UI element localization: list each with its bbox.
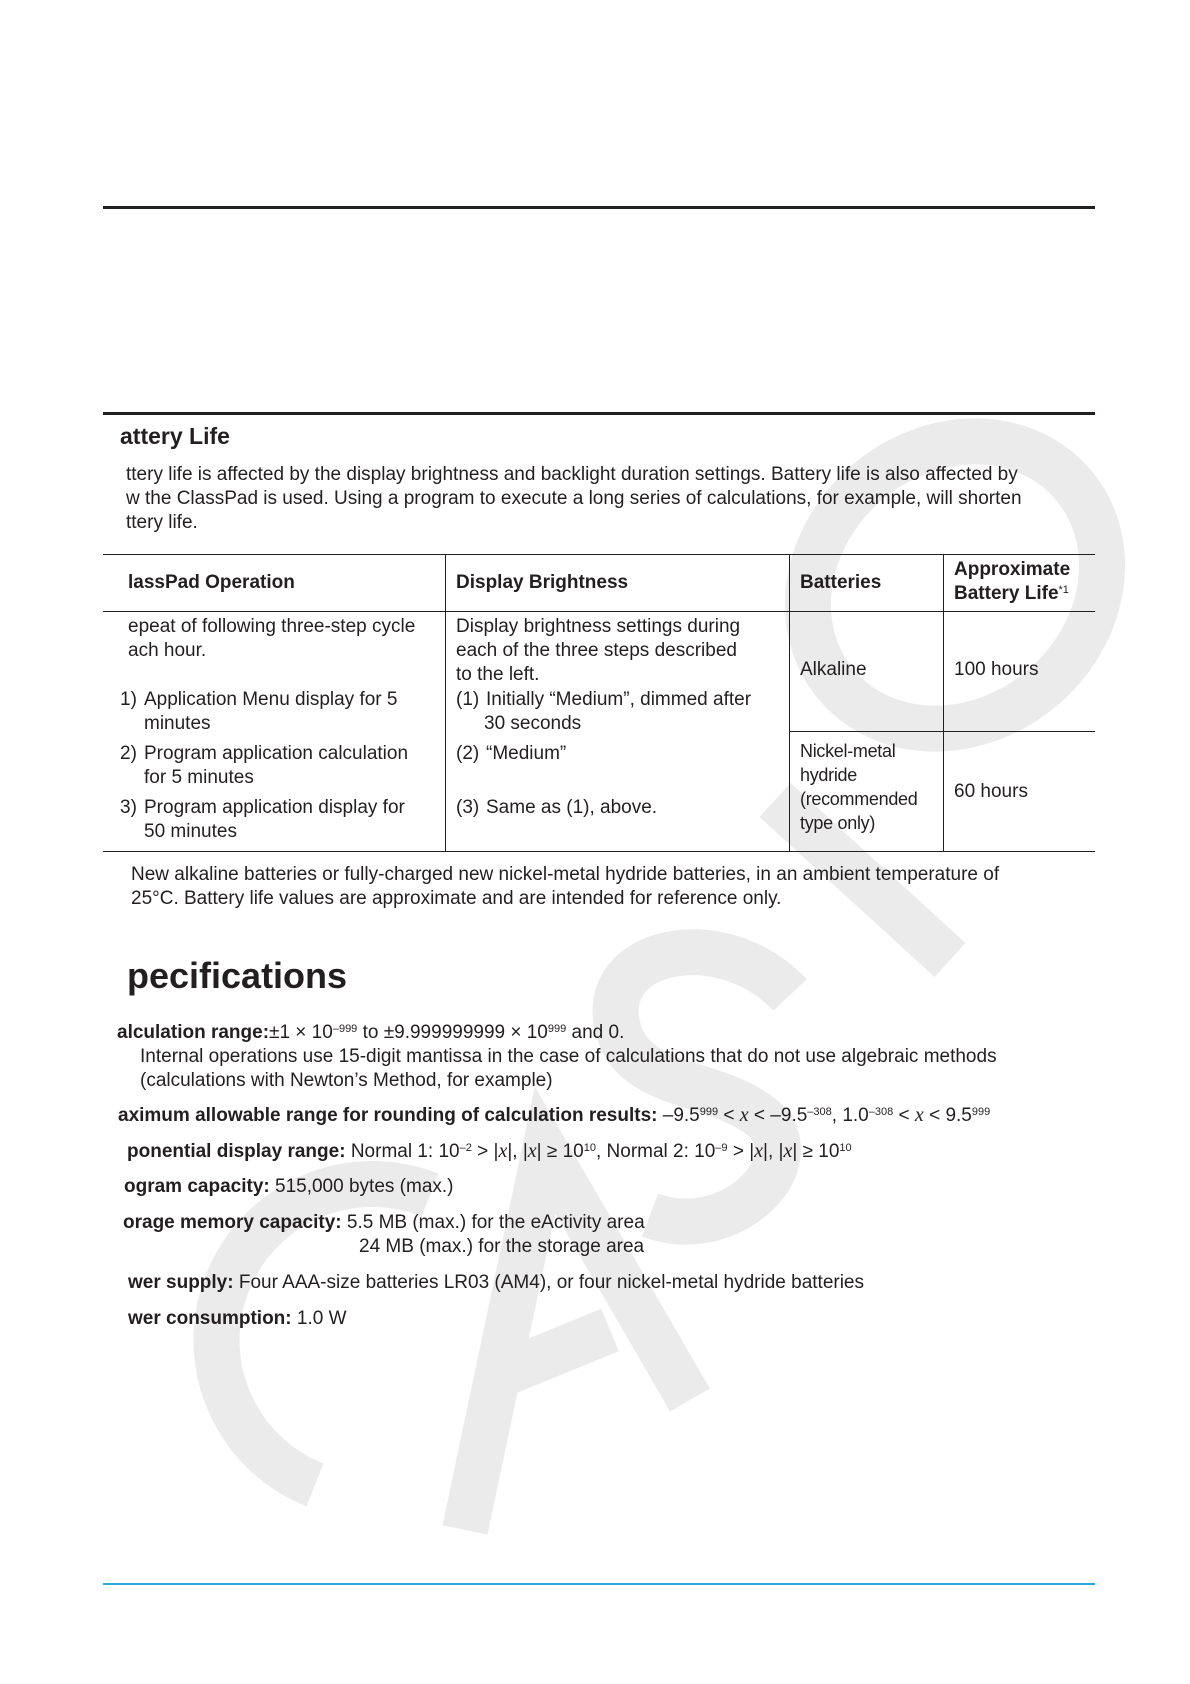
variable-x: x bbox=[754, 1140, 764, 1162]
intro-line: ttery life. bbox=[126, 512, 198, 533]
spec-power-consumption bbox=[128, 1307, 347, 1331]
spec-label: alculation range: bbox=[117, 1022, 270, 1043]
brightness-step bbox=[456, 796, 786, 820]
header-life-line: Approximate bbox=[954, 559, 1071, 580]
header-brightness: Display Brightness bbox=[456, 572, 629, 593]
spec-value: > | bbox=[471, 1141, 499, 1162]
spec-storage-line: 24 MB (max.) for the storage area bbox=[359, 1236, 645, 1257]
operation-description bbox=[128, 615, 440, 663]
exponent: 999 bbox=[971, 1106, 991, 1118]
exponent: –9 bbox=[715, 1142, 728, 1154]
step-text: minutes bbox=[144, 713, 211, 734]
spec-label: ogram capacity: bbox=[124, 1176, 270, 1197]
header-life-line bbox=[954, 582, 1070, 606]
exponent: –308 bbox=[868, 1106, 894, 1118]
step-text: Program application calculation bbox=[144, 743, 409, 764]
spec-label: orage memory capacity: bbox=[123, 1212, 342, 1233]
brightness-line: Display brightness settings during bbox=[456, 616, 741, 637]
brightness-step bbox=[456, 742, 786, 766]
intro-line: w the ClassPad is used. Using a program to execute a long series of calculations, for example, will shorten bbox=[126, 488, 1022, 509]
battery-type bbox=[800, 739, 940, 835]
step-text: Initially “Medium”, dimmed after bbox=[486, 689, 752, 710]
footer-rule bbox=[103, 1583, 1095, 1585]
operation-step bbox=[120, 742, 440, 790]
battery-intro bbox=[126, 463, 1086, 535]
top-rule bbox=[103, 206, 1095, 209]
spec-note-line: Internal operations use 15-digit mantissa in the case of calculations that do not use algebraic methods bbox=[140, 1046, 997, 1067]
step-text: Application Menu display for 5 bbox=[144, 689, 398, 710]
battery-type-line: type only) bbox=[800, 813, 876, 833]
spec-value: < bbox=[893, 1105, 915, 1126]
table-col-divider bbox=[445, 554, 446, 852]
step-number: 2) bbox=[120, 743, 137, 764]
spec-value: ±1 × 10 bbox=[269, 1022, 333, 1043]
brightness-step bbox=[456, 688, 786, 736]
step-text: “Medium” bbox=[486, 743, 567, 764]
spec-value: |, | bbox=[763, 1141, 784, 1162]
battery-type-line: Nickel-metal bbox=[800, 741, 896, 761]
exponent: 10 bbox=[583, 1142, 596, 1154]
spec-value: > | bbox=[727, 1141, 755, 1162]
spec-value: 515,000 bytes (max.) bbox=[269, 1176, 454, 1197]
table-col-divider bbox=[943, 554, 944, 852]
operation-line: ach hour. bbox=[128, 640, 207, 661]
step-number: 3) bbox=[120, 797, 137, 818]
variable-x: x bbox=[527, 1140, 537, 1162]
exponent: –308 bbox=[807, 1106, 832, 1118]
spec-power-supply bbox=[128, 1271, 864, 1295]
step-text: for 5 minutes bbox=[144, 767, 254, 788]
operation-line: epeat of following three-step cycle bbox=[128, 616, 416, 637]
battery-life-value: 60 hours bbox=[954, 781, 1028, 802]
step-text: Same as (1), above. bbox=[486, 797, 658, 818]
spec-value: , Normal 2: 10 bbox=[595, 1141, 716, 1162]
brightness-line: each of the three steps described bbox=[456, 640, 737, 661]
header-life-label: Battery Life bbox=[954, 583, 1059, 604]
brightness-description bbox=[456, 615, 786, 687]
variable-x: x bbox=[783, 1140, 793, 1162]
spec-value: Normal 1: 10 bbox=[345, 1141, 460, 1162]
spec-value: | ≥ 10 bbox=[536, 1141, 584, 1162]
step-text: 30 seconds bbox=[484, 713, 582, 734]
spec-value: 1.0 W bbox=[291, 1308, 347, 1329]
step-text: Program application display for bbox=[144, 797, 405, 818]
spec-label: aximum allowable range for rounding of calculation results: bbox=[118, 1105, 658, 1126]
spec-value: < bbox=[718, 1105, 740, 1126]
spec-rounding-range bbox=[118, 1103, 990, 1128]
spec-value: and 0. bbox=[566, 1022, 625, 1043]
variable-x: x bbox=[739, 1104, 749, 1126]
header-operation: lassPad Operation bbox=[128, 572, 295, 593]
table-footnote bbox=[131, 863, 1081, 911]
spec-value: 5.5 MB (max.) for the eActivity area bbox=[341, 1212, 645, 1233]
step-number: 1) bbox=[120, 689, 137, 710]
spec-value: –9.5 bbox=[657, 1105, 700, 1126]
exponent: –999 bbox=[332, 1023, 358, 1035]
spec-calculation-range bbox=[117, 1021, 624, 1045]
operation-step bbox=[120, 796, 440, 844]
header-life bbox=[954, 558, 1070, 606]
operation-step bbox=[120, 688, 440, 736]
step-number: (1) bbox=[456, 689, 480, 710]
spec-label: wer supply: bbox=[128, 1272, 234, 1293]
exponent: 999 bbox=[547, 1023, 567, 1035]
spec-storage-capacity bbox=[123, 1211, 645, 1235]
battery-life-heading: attery Life bbox=[120, 423, 230, 449]
footnote-mark: *1 bbox=[1058, 584, 1069, 596]
spec-exponential-range bbox=[127, 1139, 852, 1164]
table-header-border bbox=[103, 611, 1095, 612]
step-text: 50 minutes bbox=[144, 821, 237, 842]
spec-value: < –9.5 bbox=[748, 1105, 808, 1126]
specifications-heading: pecifications bbox=[127, 955, 348, 996]
spec-value: | ≥ 10 bbox=[792, 1141, 840, 1162]
spec-value: Four AAA-size batteries LR03 (AM4), or four nickel-metal hydride batteries bbox=[233, 1272, 865, 1293]
battery-type-line: hydride bbox=[800, 765, 857, 785]
exponent: –2 bbox=[459, 1142, 472, 1154]
spec-value: < 9.5 bbox=[923, 1105, 972, 1126]
battery-type: Alkaline bbox=[800, 659, 867, 680]
spec-value: to ±9.999999999 × 10 bbox=[357, 1022, 548, 1043]
battery-life-table bbox=[103, 554, 1095, 852]
table-top-border bbox=[103, 554, 1095, 555]
spec-value: |, | bbox=[507, 1141, 528, 1162]
spec-note-line: (calculations with Newton’s Method, for example) bbox=[140, 1070, 553, 1091]
spec-program-capacity bbox=[124, 1175, 454, 1199]
spec-value: , 1.0 bbox=[831, 1105, 869, 1126]
step-number: (2) bbox=[456, 743, 480, 764]
exponent: 10 bbox=[839, 1142, 852, 1154]
section-rule bbox=[103, 412, 1095, 415]
step-number: (3) bbox=[456, 797, 480, 818]
spec-label: wer consumption: bbox=[128, 1308, 292, 1329]
table-bottom-border bbox=[103, 851, 1095, 852]
variable-x: x bbox=[914, 1104, 924, 1126]
exponent: 999 bbox=[699, 1106, 719, 1118]
table-row-divider bbox=[789, 731, 1095, 732]
intro-line: ttery life is affected by the display brightness and backlight duration settings. Battery life is also affected by bbox=[126, 464, 1018, 485]
battery-type-line: (recommended bbox=[800, 789, 918, 809]
spec-label: ponential display range: bbox=[127, 1141, 346, 1162]
brightness-line: to the left. bbox=[456, 664, 540, 685]
table-col-divider bbox=[789, 554, 790, 852]
battery-life-value: 100 hours bbox=[954, 659, 1039, 680]
footnote-line: New alkaline batteries or fully-charged new nickel-metal hydride batteries, in an ambient temperature of bbox=[131, 864, 1000, 885]
variable-x: x bbox=[498, 1140, 508, 1162]
footnote-line: 25°C. Battery life values are approximate and are intended for reference only. bbox=[131, 888, 782, 909]
header-batteries: Batteries bbox=[800, 572, 882, 593]
